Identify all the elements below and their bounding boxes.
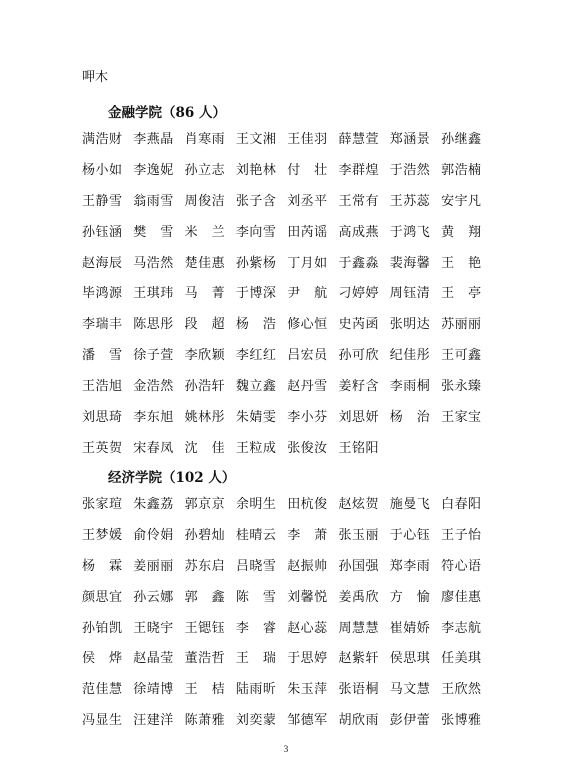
name-entry: 李 雨 桐 xyxy=(389,379,430,395)
name-entry: 陆 雨 昕 xyxy=(235,682,276,698)
name-entry: 陈 萧 雅 xyxy=(184,713,225,729)
name-entry: 王 佳 羽 xyxy=(287,132,328,147)
name-entry: 赵 紫 轩 xyxy=(338,651,379,667)
name-entry: 张 俊 汝 xyxy=(287,440,328,456)
name-entry: 田 杭 俊 xyxy=(287,497,328,512)
name-entry: 李 红 红 xyxy=(235,348,276,364)
name-entry: 朱 婧 雯 xyxy=(235,410,276,426)
name-entry: 孙 继 鑫 xyxy=(441,132,482,147)
name-entry: 苏 东 启 xyxy=(184,558,225,574)
name-entry: 郭 浩 楠 xyxy=(441,162,482,178)
name-entry: 肖 寒 雨 xyxy=(184,132,225,147)
name-entry: 王 苏 蕊 xyxy=(389,193,430,209)
name-entry: 朱 鑫 荔 xyxy=(133,497,174,512)
name-entry: 刘 丞 平 xyxy=(287,193,328,209)
name-entry: 廖 佳 惠 xyxy=(441,589,482,605)
name-entry: 赵 炫 贺 xyxy=(338,497,379,512)
name-entry: 张 子 含 xyxy=(235,193,276,209)
name-entry: 李 志 航 xyxy=(441,620,482,636)
finance-name-list xyxy=(82,131,492,471)
name-entry: 徐 子 萱 xyxy=(133,348,174,364)
name-entry: 颜 思 宜 xyxy=(82,589,122,605)
name-entry: 毕 鸿 源 xyxy=(82,286,122,302)
name-entry: 王 梦 媛 xyxy=(82,527,122,543)
name-entry: 赵 丹 雪 xyxy=(287,379,328,395)
name-entry: 孙 云 娜 xyxy=(133,589,174,605)
name-entry: 孙 钰 涵 xyxy=(82,224,122,240)
name-entry: 王 常 有 xyxy=(338,193,379,209)
name-entry: 纪 佳 彤 xyxy=(389,348,430,364)
name-entry: 孙 国 强 xyxy=(338,558,379,574)
name-entry: 尹 航 xyxy=(287,286,328,302)
name-entry: 杨 治 xyxy=(389,410,430,426)
name-entry: 裴 海 馨 xyxy=(389,255,430,271)
name-entry: 马 文 慧 xyxy=(389,682,430,698)
name-entry: 李 群 煌 xyxy=(338,162,379,178)
name-entry: 付 壮 xyxy=(287,162,328,178)
name-entry: 张 永 臻 xyxy=(441,379,482,395)
name-entry: 李 小 芬 xyxy=(287,410,328,426)
name-entry: 吕 宏 员 xyxy=(287,348,328,364)
name-entry: 姜 禹 欣 xyxy=(338,589,379,605)
name-entry: 吕 晓 雪 xyxy=(235,558,276,574)
name-entry: 张 玉 丽 xyxy=(338,527,379,543)
name-entry: 金 浩 然 xyxy=(133,379,174,395)
name-entry: 冯 显 生 xyxy=(82,713,122,729)
name-entry: 王 子 怡 xyxy=(441,527,482,543)
name-entry: 安 宇 凡 xyxy=(441,193,482,209)
name-entry: 任 美 琪 xyxy=(441,651,482,667)
name-entry: 白 春 阳 xyxy=(441,497,482,512)
name-entry: 满 浩 财 xyxy=(82,132,122,147)
name-entry: 李 逸 妮 xyxy=(133,162,174,178)
name-entry: 胡 欣 雨 xyxy=(338,713,379,729)
name-entry: 杨 浩 xyxy=(235,317,276,333)
name-entry: 施 曼 飞 xyxy=(389,497,430,512)
name-entry: 李 欣 颖 xyxy=(184,348,225,364)
name-entry: 孙 铂 凯 xyxy=(82,620,122,636)
name-entry: 于 思 婷 xyxy=(287,651,328,667)
name-entry: 赵 晶 莹 xyxy=(133,651,174,667)
name-entry: 高 成 燕 xyxy=(338,224,379,240)
name-entry: 孙 碧 灿 xyxy=(184,527,225,543)
name-entry: 王 晓 宇 xyxy=(133,620,174,636)
name-entry: 郑 李 雨 xyxy=(389,558,430,574)
name-entry: 赵 振 帅 xyxy=(287,558,328,574)
name-entry: 魏 立 鑫 xyxy=(235,379,276,395)
name-entry: 范 佳 慧 xyxy=(82,682,122,698)
name-entry: 于 鑫 淼 xyxy=(338,255,379,271)
name-entry: 王 可 鑫 xyxy=(441,348,482,364)
name-entry: 刘 思 妍 xyxy=(338,410,379,426)
name-entry: 沈 佳 xyxy=(184,440,225,456)
name-entry: 李 东 旭 xyxy=(133,410,174,426)
name-entry: 刁 婷 婷 xyxy=(338,286,379,302)
section-heading-finance: 金融学院（86 人） xyxy=(108,105,226,121)
name-entry: 于 心 钰 xyxy=(389,527,430,543)
name-entry: 张 博 雅 xyxy=(441,713,482,729)
name-entry: 姜 丽 丽 xyxy=(133,558,174,574)
name-entry: 于 博 深 xyxy=(235,286,276,302)
section-heading-economics: 经济学院（102 人） xyxy=(108,470,236,486)
name-entry: 马 菁 xyxy=(184,286,225,302)
name-entry: 王 瑞 xyxy=(235,651,276,667)
name-entry: 王 琪 玮 xyxy=(133,286,174,302)
name-entry: 田 芮 谣 xyxy=(287,224,328,240)
name-entry: 周 俊 洁 xyxy=(184,193,225,209)
name-entry: 李 燕 晶 xyxy=(133,132,174,147)
name-entry: 翁 雨 雪 xyxy=(133,193,174,209)
name-entry: 王 静 雪 xyxy=(82,193,122,209)
name-entry: 周 钰 清 xyxy=(389,286,430,302)
name-entry: 宋 春 凤 xyxy=(133,440,174,456)
name-entry: 孙 紫 杨 xyxy=(235,255,276,271)
name-entry: 孙 可 欣 xyxy=(338,348,379,364)
name-entry: 张 明 达 xyxy=(389,317,430,333)
name-entry: 崔 婧 娇 xyxy=(389,620,430,636)
name-entry: 符 心 语 xyxy=(441,558,482,574)
name-entry: 王 文 湘 xyxy=(235,132,276,147)
name-entry: 刘 艳 林 xyxy=(235,162,276,178)
name-entry: 楚 佳 惠 xyxy=(184,255,225,271)
name-entry: 薛 慧 萱 xyxy=(338,132,379,147)
name-entry: 马 浩 然 xyxy=(133,255,174,271)
name-entry: 郭 鑫 xyxy=(184,589,225,605)
name-entry: 张 语 桐 xyxy=(338,682,379,698)
name-entry: 桂 晴 云 xyxy=(235,527,276,543)
name-entry: 李 萧 xyxy=(287,527,328,543)
name-entry: 王 欣 然 xyxy=(441,682,482,698)
name-entry: 陈 雪 xyxy=(235,589,276,605)
name-entry: 刘 奕 蒙 xyxy=(235,713,276,729)
name-entry: 修 心 恒 xyxy=(287,317,328,333)
name-entry: 张 家 瑄 xyxy=(82,497,122,512)
name-entry: 王 家 宝 xyxy=(441,410,482,426)
name-entry: 汪 建 洋 xyxy=(133,713,174,729)
name-entry: 陈 思 彤 xyxy=(133,317,174,333)
name-entry: 王 亭 xyxy=(441,286,482,302)
name-entry: 方 愉 xyxy=(389,589,430,605)
name-entry: 米 兰 xyxy=(184,224,225,240)
economics-name-list xyxy=(82,496,492,743)
name-entry: 周 慧 慧 xyxy=(338,620,379,636)
name-entry: 赵 心 蕊 xyxy=(287,620,328,636)
name-entry: 余 明 生 xyxy=(235,497,276,512)
name-entry: 王 桔 xyxy=(184,682,225,698)
name-entry: 于 鸿 飞 xyxy=(389,224,430,240)
name-entry: 王 锶 钰 xyxy=(184,620,225,636)
name-entry: 姜 籽 含 xyxy=(338,379,379,395)
name-entry: 丁 月 如 xyxy=(287,255,328,271)
name-entry: 李 睿 xyxy=(235,620,276,636)
name-entry: 王 艳 xyxy=(441,255,482,271)
name-entry: 刘 馨 悦 xyxy=(287,589,328,605)
name-entry: 潘 雪 xyxy=(82,348,122,364)
name-entry: 赵 海 辰 xyxy=(82,255,122,271)
name-entry: 俞 伶 娟 xyxy=(133,527,174,543)
name-entry: 王 英 贺 xyxy=(82,440,122,456)
name-entry: 王 浩 旭 xyxy=(82,379,122,395)
name-entry: 樊 雪 xyxy=(133,224,174,240)
intro-text: 呷木 xyxy=(82,70,109,85)
name-entry: 孙 浩 轩 xyxy=(184,379,225,395)
name-entry: 史 芮 函 xyxy=(338,317,379,333)
name-entry: 杨 霖 xyxy=(82,558,122,574)
name-entry: 杨 小 如 xyxy=(82,162,122,178)
name-entry: 段 超 xyxy=(184,317,225,333)
name-entry: 徐 靖 博 xyxy=(133,682,174,698)
name-entry: 郑 涵 景 xyxy=(389,132,430,147)
name-entry: 孙 立 志 xyxy=(184,162,225,178)
name-entry: 苏 丽 丽 xyxy=(441,317,482,333)
name-entry: 郭 京 京 xyxy=(184,497,225,512)
name-entry: 侯 思 琪 xyxy=(389,651,430,667)
name-entry: 侯 烨 xyxy=(82,651,122,667)
name-entry: 于 浩 然 xyxy=(389,162,430,178)
name-entry: 王 铭 阳 xyxy=(338,440,379,456)
name-entry: 刘 思 琦 xyxy=(82,410,122,426)
name-entry: 李 向 雪 xyxy=(235,224,276,240)
name-entry: 彭 伊 蕾 xyxy=(389,713,430,729)
name-entry: 李 瑞 丰 xyxy=(82,317,122,333)
page-number: 3 xyxy=(283,744,289,754)
name-entry: 黄 翔 xyxy=(441,224,482,240)
name-entry: 董 浩 哲 xyxy=(184,651,225,667)
name-entry: 姚 林 彤 xyxy=(184,410,225,426)
name-entry: 朱 玉 萍 xyxy=(287,682,328,698)
name-entry: 王 粒 成 xyxy=(235,440,276,456)
name-entry: 邹 德 军 xyxy=(287,713,328,729)
